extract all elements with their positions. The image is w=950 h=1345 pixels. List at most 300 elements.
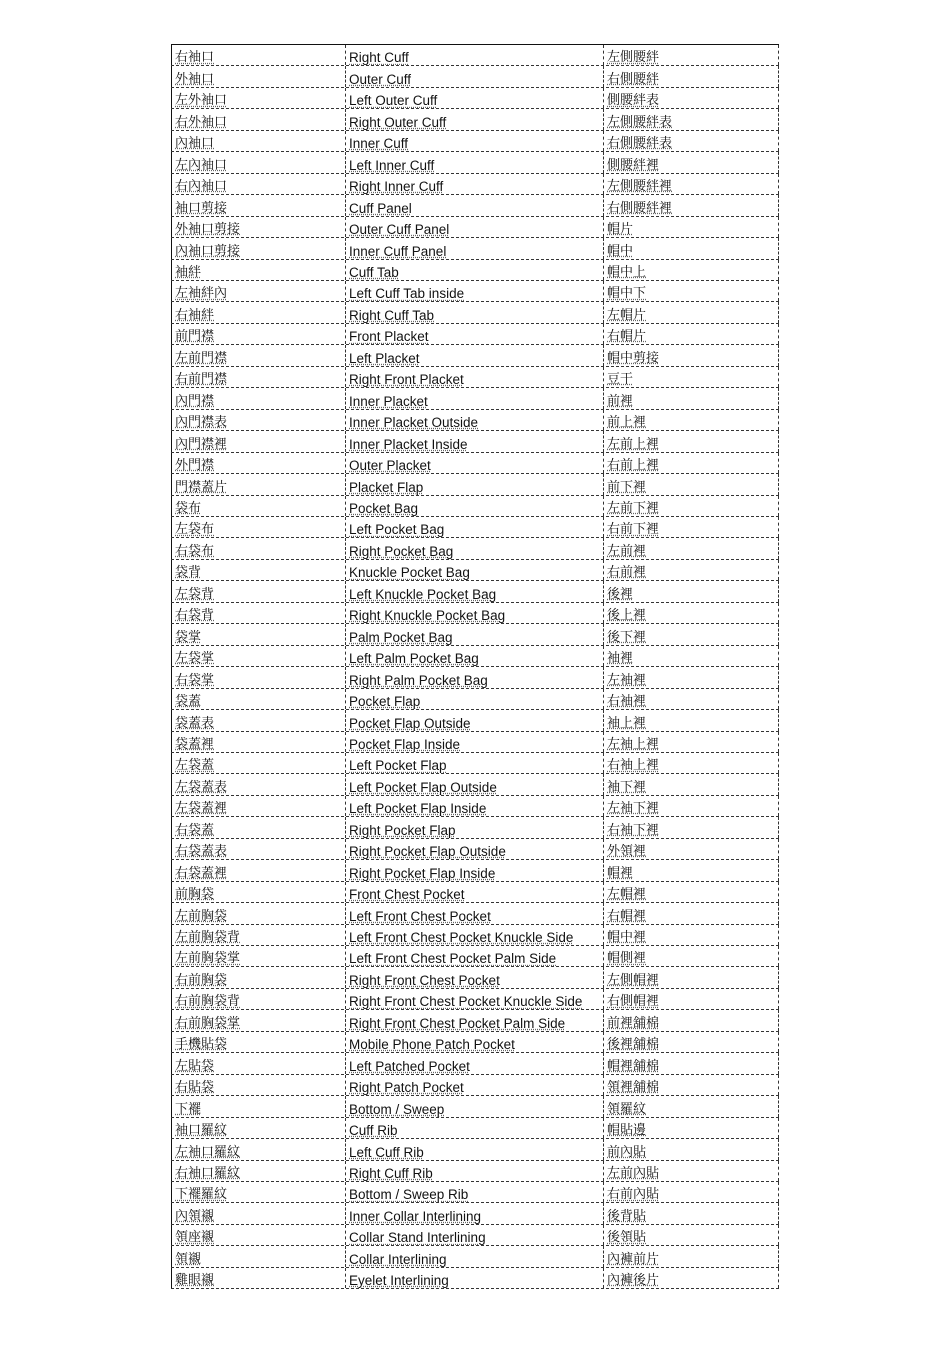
cell-text: 右前下裡 <box>607 522 660 538</box>
cell-text: 左內袖口 <box>175 157 228 173</box>
table-row <box>171 324 779 345</box>
english-term-cell <box>345 925 603 945</box>
chinese-term-cell-right <box>603 109 779 129</box>
cell-text: 帽中上 <box>607 264 647 280</box>
chinese-term-cell <box>171 1182 345 1202</box>
chinese-term-cell-right <box>603 1139 779 1159</box>
cell-text: 袋蓋 <box>175 694 202 710</box>
cell-text: Collar Interlining <box>349 1251 447 1267</box>
chinese-term-cell <box>171 753 345 773</box>
cell-text: Left Palm Pocket Bag <box>349 651 479 667</box>
cell-text: 右帽裡 <box>607 908 647 924</box>
chinese-term-cell <box>171 195 345 215</box>
table-row <box>171 1075 779 1096</box>
cell-text: Bottom / Sweep Rib <box>349 1187 469 1203</box>
table-row <box>171 474 779 495</box>
cell-text: 左前上裡 <box>607 436 660 452</box>
chinese-term-cell <box>171 1246 345 1266</box>
cell-text: 內袖口剪接 <box>175 243 241 259</box>
chinese-term-cell-right <box>603 88 779 108</box>
english-term-cell <box>345 1096 603 1116</box>
english-term-cell <box>345 1118 603 1138</box>
chinese-term-cell-right <box>603 732 779 752</box>
chinese-term-cell <box>171 817 345 837</box>
cell-text: 右袋蓋表 <box>175 844 228 860</box>
chinese-term-cell <box>171 989 345 1009</box>
cell-text: 左前胸袋 <box>175 908 228 924</box>
table-row <box>171 88 779 109</box>
table-row <box>171 538 779 559</box>
chinese-term-cell-right <box>603 66 779 86</box>
chinese-term-cell <box>171 302 345 322</box>
chinese-term-cell <box>171 560 345 580</box>
english-term-cell <box>345 496 603 516</box>
table-row <box>171 732 779 753</box>
table-row <box>171 946 779 967</box>
cell-text: 帽側裡 <box>607 951 647 967</box>
table-row <box>171 753 779 774</box>
chinese-term-cell-right <box>603 1010 779 1030</box>
cell-text: Left Placket <box>349 350 420 366</box>
chinese-term-cell-right <box>603 753 779 773</box>
cell-text: 右袋布 <box>175 543 215 559</box>
cell-text: Eyelet Interlining <box>349 1273 449 1289</box>
cell-text: 左前胸袋背 <box>175 930 241 946</box>
chinese-term-cell-right <box>603 195 779 215</box>
chinese-term-cell-right <box>603 131 779 151</box>
cell-text: 左袖絆內 <box>175 286 228 302</box>
cell-text: 左側帽裡 <box>607 972 660 988</box>
cell-text: 袖裡 <box>607 651 634 667</box>
cell-text: 後裡舖棉 <box>607 1037 660 1053</box>
chinese-term-cell <box>171 624 345 644</box>
chinese-term-cell-right <box>603 453 779 473</box>
chinese-term-cell-right <box>603 1182 779 1202</box>
english-term-cell <box>345 1075 603 1095</box>
chinese-term-cell <box>171 903 345 923</box>
chinese-term-cell-right <box>603 860 779 880</box>
table-row <box>171 817 779 838</box>
cell-text: 雞眼襯 <box>175 1273 215 1289</box>
cell-text: Inner Placket Outside <box>349 415 479 431</box>
table-row <box>171 45 779 66</box>
chinese-term-cell-right <box>603 624 779 644</box>
cell-text: 袖下裡 <box>607 779 647 795</box>
table-row <box>171 1161 779 1182</box>
cell-text: Pocket Bag <box>349 500 419 516</box>
cell-text: 袋掌 <box>175 629 202 645</box>
table-row <box>171 410 779 431</box>
cell-text: 後領貼 <box>607 1230 647 1246</box>
chinese-term-cell-right <box>603 603 779 623</box>
english-term-cell <box>345 1010 603 1030</box>
cell-text: Right Patch Pocket <box>349 1080 464 1096</box>
english-term-cell <box>345 1268 603 1288</box>
chinese-term-cell <box>171 667 345 687</box>
english-term-cell <box>345 1139 603 1159</box>
chinese-term-cell <box>171 1139 345 1159</box>
cell-text: 右袖裡 <box>607 694 647 710</box>
english-term-cell <box>345 860 603 880</box>
cell-text: 右袖口 <box>175 50 215 66</box>
cell-text: 右側腰絆表 <box>607 136 673 152</box>
cell-text: 帽中 <box>607 243 634 259</box>
table-row <box>171 453 779 474</box>
cell-text: Left Pocket Bag <box>349 522 445 538</box>
cell-text: 前裡舖棉 <box>607 1015 660 1031</box>
table-row <box>171 431 779 452</box>
table-row <box>171 109 779 130</box>
cell-text: Left Cuff Tab inside <box>349 286 465 302</box>
cell-text: Left Pocket Flap Outside <box>349 779 497 795</box>
cell-text: Cuff Tab <box>349 264 399 280</box>
cell-text: 右袖口羅紋 <box>175 1166 241 1182</box>
chinese-term-cell-right <box>603 431 779 451</box>
cell-text: 內領襯 <box>175 1208 215 1224</box>
chinese-term-cell <box>171 174 345 194</box>
english-term-cell <box>345 1246 603 1266</box>
chinese-term-cell-right <box>603 238 779 258</box>
chinese-term-cell <box>171 1225 345 1245</box>
table-row <box>171 1010 779 1031</box>
english-term-cell <box>345 109 603 129</box>
table-row <box>171 624 779 645</box>
english-term-cell <box>345 1203 603 1223</box>
cell-text: 左袋蓋裡 <box>175 801 228 817</box>
cell-text: Front Chest Pocket <box>349 887 465 903</box>
chinese-term-cell <box>171 388 345 408</box>
chinese-term-cell <box>171 581 345 601</box>
cell-text: 後上裡 <box>607 608 647 624</box>
cell-text: 左袖口羅紋 <box>175 1144 241 1160</box>
table-row <box>171 839 779 860</box>
chinese-term-cell <box>171 796 345 816</box>
english-term-cell <box>345 195 603 215</box>
chinese-term-cell <box>171 882 345 902</box>
chinese-term-cell <box>171 1053 345 1073</box>
chinese-term-cell <box>171 732 345 752</box>
cell-text: Right Cuff Tab <box>349 307 435 323</box>
chinese-term-cell-right <box>603 302 779 322</box>
cell-text: Inner Cuff <box>349 136 409 152</box>
chinese-term-cell-right <box>603 152 779 172</box>
cell-text: Left Outer Cuff <box>349 93 438 109</box>
chinese-term-cell <box>171 88 345 108</box>
cell-text: Right Front Chest Pocket Palm Side <box>349 1015 566 1031</box>
cell-text: Right Inner Cuff <box>349 179 444 195</box>
cell-text: 右袖上裡 <box>607 758 660 774</box>
chinese-term-cell <box>171 453 345 473</box>
cell-text: 左前內貼 <box>607 1166 660 1182</box>
cell-text: 外袖口 <box>175 71 215 87</box>
table-row <box>171 967 779 988</box>
cell-text: 右前胸袋背 <box>175 994 241 1010</box>
chinese-term-cell <box>171 517 345 537</box>
chinese-term-cell <box>171 925 345 945</box>
english-term-cell <box>345 667 603 687</box>
table-row <box>171 496 779 517</box>
cell-text: 左側腰絆表 <box>607 114 673 130</box>
english-term-cell <box>345 989 603 1009</box>
chinese-term-cell <box>171 1268 345 1288</box>
table-row <box>171 689 779 710</box>
english-term-cell <box>345 410 603 430</box>
cell-text: 左帽片 <box>607 307 647 323</box>
table-row <box>171 774 779 795</box>
cell-text: Right Pocket Flap Inside <box>349 865 496 881</box>
cell-text: 帽中剪接 <box>607 350 660 366</box>
english-term-cell <box>345 817 603 837</box>
chinese-term-cell-right <box>603 839 779 859</box>
english-term-cell <box>345 796 603 816</box>
table-row <box>171 1096 779 1117</box>
chinese-term-cell-right <box>603 710 779 730</box>
chinese-term-cell <box>171 1118 345 1138</box>
english-term-cell <box>345 517 603 537</box>
cell-text: 手機貼袋 <box>175 1037 228 1053</box>
chinese-term-cell <box>171 710 345 730</box>
cell-text: 袖口羅紋 <box>175 1123 228 1139</box>
cell-text: 左袋布 <box>175 522 215 538</box>
chinese-term-cell-right <box>603 817 779 837</box>
chinese-term-cell-right <box>603 560 779 580</box>
cell-text: Right Cuff Rib <box>349 1166 433 1182</box>
chinese-term-cell <box>171 431 345 451</box>
table-row <box>171 152 779 173</box>
chinese-term-cell <box>171 45 345 65</box>
cell-text: 左帽裡 <box>607 887 647 903</box>
cell-text: 右袋背 <box>175 608 215 624</box>
cell-text: Cuff Rib <box>349 1123 398 1139</box>
english-term-cell <box>345 1053 603 1073</box>
cell-text: Mobile Phone Patch Pocket <box>349 1037 515 1053</box>
table-row <box>171 302 779 323</box>
chinese-term-cell-right <box>603 1225 779 1245</box>
cell-text: 袋蓋裡 <box>175 736 215 752</box>
cell-text: Right Palm Pocket Bag <box>349 672 488 688</box>
chinese-term-cell-right <box>603 367 779 387</box>
cell-text: Front Placket <box>349 329 429 345</box>
chinese-term-cell-right <box>603 925 779 945</box>
cell-text: 前門襟 <box>175 329 215 345</box>
cell-text: Inner Placket <box>349 393 428 409</box>
chinese-term-cell <box>171 474 345 494</box>
cell-text: Right Knuckle Pocket Bag <box>349 608 506 624</box>
english-term-cell <box>345 474 603 494</box>
cell-text: Outer Placket <box>349 458 431 474</box>
chinese-term-cell-right <box>603 581 779 601</box>
cell-text: 右外袖口 <box>175 114 228 130</box>
cell-text: 外門襟 <box>175 458 215 474</box>
cell-text: Pocket Flap <box>349 694 421 710</box>
chinese-term-cell-right <box>603 646 779 666</box>
cell-text: 帽片 <box>607 222 634 238</box>
cell-text: 內門襟表 <box>175 415 228 431</box>
table-row <box>171 903 779 924</box>
table-row <box>171 581 779 602</box>
cell-text: 前內貼 <box>607 1144 647 1160</box>
chinese-term-cell-right <box>603 260 779 280</box>
cell-text: 右貼袋 <box>175 1080 215 1096</box>
table-row <box>171 260 779 281</box>
english-term-cell <box>345 646 603 666</box>
table-row <box>171 195 779 216</box>
cell-text: 後下裡 <box>607 629 647 645</box>
cell-text: 內門襟 <box>175 393 215 409</box>
cell-text: 後背貼 <box>607 1208 647 1224</box>
chinese-term-cell-right <box>603 496 779 516</box>
table-row <box>171 667 779 688</box>
table-row <box>171 989 779 1010</box>
chinese-term-cell-right <box>603 989 779 1009</box>
chinese-term-cell <box>171 496 345 516</box>
english-term-cell <box>345 324 603 344</box>
english-term-cell <box>345 882 603 902</box>
cell-text: Outer Cuff Panel <box>349 222 450 238</box>
english-term-cell <box>345 367 603 387</box>
chinese-term-cell-right <box>603 1053 779 1073</box>
chinese-term-cell <box>171 1032 345 1052</box>
table-row <box>171 131 779 152</box>
table-row <box>171 281 779 302</box>
cell-text: 右帽片 <box>607 329 647 345</box>
chinese-term-cell-right <box>603 946 779 966</box>
cell-text: Left Front Chest Pocket Palm Side <box>349 951 557 967</box>
cell-text: Left Patched Pocket <box>349 1058 470 1074</box>
english-term-cell <box>345 753 603 773</box>
cell-text: 前上裡 <box>607 415 647 431</box>
cell-text: 袖絆 <box>175 264 202 280</box>
english-term-cell <box>345 946 603 966</box>
chinese-term-cell <box>171 1010 345 1030</box>
cell-text: 左前裡 <box>607 543 647 559</box>
cell-text: 帽裡 <box>607 865 634 881</box>
table-row <box>171 925 779 946</box>
cell-text: 袖上裡 <box>607 715 647 731</box>
cell-text: 側腰絆表 <box>607 93 660 109</box>
cell-text: Right Front Chest Pocket Knuckle Side <box>349 994 583 1010</box>
chinese-term-cell-right <box>603 538 779 558</box>
cell-text: 前胸袋 <box>175 887 215 903</box>
english-term-cell <box>345 1161 603 1181</box>
table-row <box>171 1053 779 1074</box>
english-term-cell <box>345 217 603 237</box>
chinese-term-cell <box>171 860 345 880</box>
cell-text: Outer Cuff <box>349 71 412 87</box>
chinese-term-cell-right <box>603 667 779 687</box>
cell-text: 左前門襟 <box>175 350 228 366</box>
cell-text: Palm Pocket Bag <box>349 629 453 645</box>
chinese-term-cell-right <box>603 217 779 237</box>
table-row <box>171 1182 779 1203</box>
cell-text: 內褲前片 <box>607 1251 660 1267</box>
cell-text: 右袋掌 <box>175 672 215 688</box>
english-term-cell <box>345 774 603 794</box>
english-term-cell <box>345 88 603 108</box>
cell-text: 左袋蓋 <box>175 758 215 774</box>
chinese-term-cell <box>171 774 345 794</box>
chinese-term-cell-right <box>603 796 779 816</box>
chinese-term-cell-right <box>603 882 779 902</box>
english-term-cell <box>345 152 603 172</box>
cell-text: 內褲後片 <box>607 1273 660 1289</box>
cell-text: 左袖下裡 <box>607 801 660 817</box>
chinese-term-cell <box>171 109 345 129</box>
table-row <box>171 603 779 624</box>
cell-text: 右袋蓋 <box>175 822 215 838</box>
table-row <box>171 710 779 731</box>
cell-text: Right Pocket Bag <box>349 543 454 559</box>
english-term-cell <box>345 281 603 301</box>
cell-text: 左側腰絆 <box>607 50 660 66</box>
chinese-term-cell <box>171 345 345 365</box>
cell-text: Right Pocket Flap Outside <box>349 844 506 860</box>
chinese-term-cell <box>171 646 345 666</box>
glossary-table <box>171 44 779 1289</box>
table-row <box>171 345 779 366</box>
cell-text: 右前裡 <box>607 565 647 581</box>
english-term-cell <box>345 839 603 859</box>
english-term-cell <box>345 967 603 987</box>
cell-text: 右袋蓋裡 <box>175 865 228 881</box>
english-term-cell <box>345 431 603 451</box>
chinese-term-cell <box>171 238 345 258</box>
cell-text: 帽中下 <box>607 286 647 302</box>
cell-text: 左袋背 <box>175 586 215 602</box>
chinese-term-cell <box>171 1161 345 1181</box>
cell-text: 左袖上裡 <box>607 736 660 752</box>
chinese-term-cell-right <box>603 174 779 194</box>
table-row <box>171 517 779 538</box>
table-row <box>171 882 779 903</box>
table-row <box>171 1203 779 1224</box>
cell-text: 袋背 <box>175 565 202 581</box>
english-term-cell <box>345 260 603 280</box>
cell-text: 袖口剪接 <box>175 200 228 216</box>
cell-text: 左前胸袋掌 <box>175 951 241 967</box>
chinese-term-cell-right <box>603 689 779 709</box>
chinese-term-cell-right <box>603 903 779 923</box>
cell-text: 右側腰絆裡 <box>607 200 673 216</box>
table-row <box>171 796 779 817</box>
chinese-term-cell <box>171 603 345 623</box>
table-row <box>171 1268 779 1289</box>
chinese-term-cell-right <box>603 1118 779 1138</box>
cell-text: 左袋蓋表 <box>175 779 228 795</box>
chinese-term-cell <box>171 1075 345 1095</box>
cell-text: Right Front Chest Pocket <box>349 972 500 988</box>
chinese-term-cell-right <box>603 774 779 794</box>
cell-text: 下襬 <box>175 1101 202 1117</box>
english-term-cell <box>345 453 603 473</box>
chinese-term-cell-right <box>603 388 779 408</box>
cell-text: Left Front Chest Pocket <box>349 908 491 924</box>
cell-text: 右袖絆 <box>175 307 215 323</box>
cell-text: 袋布 <box>175 500 202 516</box>
chinese-term-cell <box>171 217 345 237</box>
table-row <box>171 1139 779 1160</box>
cell-text: Left Front Chest Pocket Knuckle Side <box>349 930 574 946</box>
cell-text: 帽貼邊 <box>607 1123 647 1139</box>
cell-text: 左貼袋 <box>175 1058 215 1074</box>
cell-text: 右前胸袋掌 <box>175 1015 241 1031</box>
english-term-cell <box>345 238 603 258</box>
cell-text: Left Inner Cuff <box>349 157 435 173</box>
table-row <box>171 1118 779 1139</box>
chinese-term-cell-right <box>603 517 779 537</box>
chinese-term-cell-right <box>603 1203 779 1223</box>
cell-text: Inner Placket Inside <box>349 436 468 452</box>
